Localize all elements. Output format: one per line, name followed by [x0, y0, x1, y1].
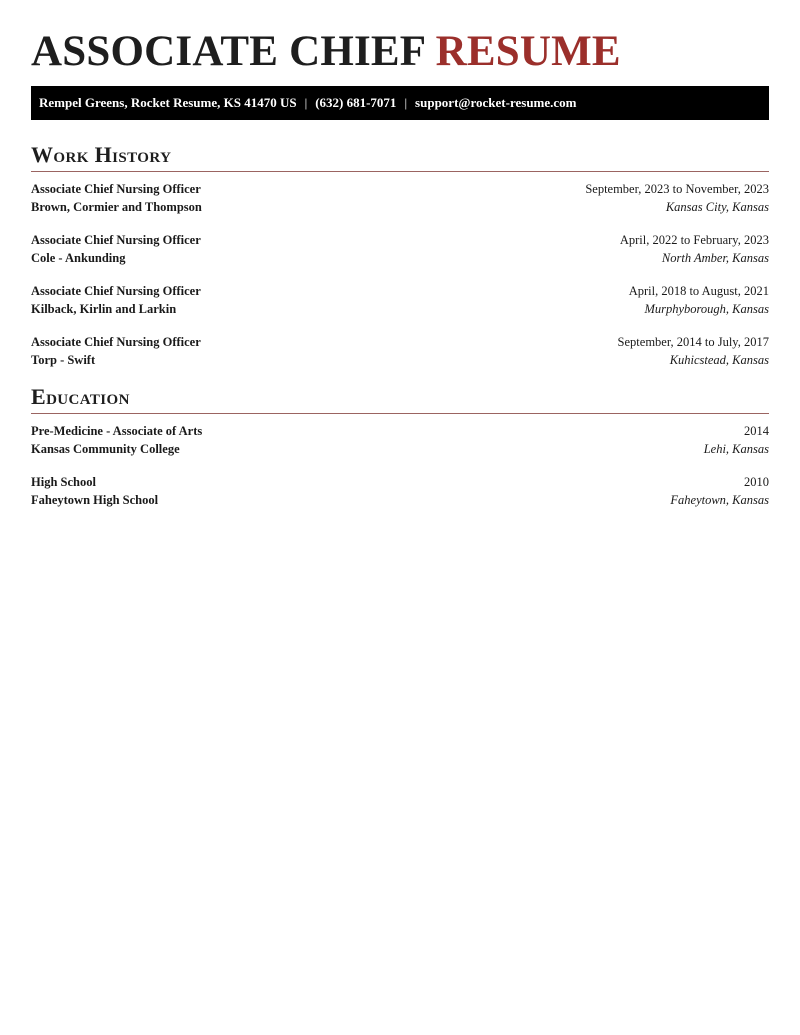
employer-name: Brown, Cormier and Thompson	[31, 199, 202, 214]
contact-bar	[31, 86, 769, 120]
job-dates: September, 2014 to July, 2017	[617, 335, 769, 349]
contact-separator: |	[404, 95, 408, 110]
school-location: Lehi, Kansas	[703, 441, 769, 456]
work-history-heading: Work History	[31, 142, 172, 167]
school-name: Kansas Community College	[31, 441, 180, 456]
employer-name: Kilback, Kirlin and Larkin	[31, 301, 177, 316]
contact-separator: |	[304, 95, 308, 110]
employer-name: Torp - Swift	[31, 352, 96, 367]
degree-name: Pre-Medicine - Associate of Arts	[31, 424, 203, 438]
job-dates: April, 2022 to February, 2023	[619, 233, 769, 247]
job-location: Kuhicstead, Kansas	[669, 352, 769, 367]
work-entry	[31, 283, 769, 318]
graduation-year: 2014	[744, 424, 769, 438]
contact-address: Rempel Greens, Rocket Resume, KS 41470 US	[39, 95, 297, 110]
title-accent: RESUME	[435, 28, 621, 75]
school-name: Faheytown High School	[31, 492, 159, 507]
education-list	[31, 423, 769, 509]
work-history-list	[31, 181, 769, 369]
job-dates: April, 2018 to August, 2021	[628, 284, 769, 298]
job-title: Associate Chief Nursing Officer	[31, 335, 201, 349]
job-dates: September, 2023 to November, 2023	[585, 182, 769, 196]
section-divider	[31, 171, 769, 172]
job-location: Murphyborough, Kansas	[644, 301, 769, 316]
contact-phone: (632) 681-7071	[315, 95, 397, 110]
job-title: Associate Chief Nursing Officer	[31, 182, 201, 196]
education-entry	[31, 474, 769, 509]
degree-name: High School	[31, 475, 96, 489]
job-title: Associate Chief Nursing Officer	[31, 233, 201, 247]
job-location: North Amber, Kansas	[661, 250, 769, 265]
education-entry	[31, 423, 769, 458]
work-entry	[31, 334, 769, 369]
education-heading: Education	[31, 384, 130, 409]
section-divider	[31, 413, 769, 414]
resume-title	[31, 0, 769, 74]
job-location: Kansas City, Kansas	[665, 199, 769, 214]
contact-email[interactable]: support@rocket-resume.com	[415, 95, 577, 110]
employer-name: Cole - Ankunding	[31, 250, 126, 265]
job-title: Associate Chief Nursing Officer	[31, 284, 201, 298]
title-primary: ASSOCIATE CHIEF	[31, 28, 425, 75]
graduation-year: 2010	[744, 475, 769, 489]
school-location: Faheytown, Kansas	[670, 492, 769, 507]
work-entry	[31, 181, 769, 216]
work-entry	[31, 232, 769, 267]
